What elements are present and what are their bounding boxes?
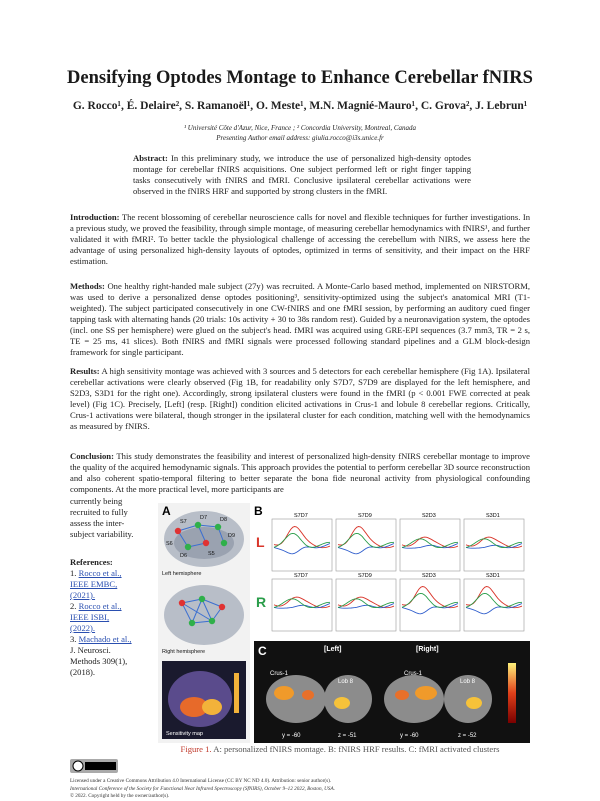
sensitivity-hotspot — [202, 699, 222, 715]
reference-link[interactable]: Rocco et al., IEEE EMBC, (2021). — [70, 568, 122, 600]
introduction-label: Introduction: — [70, 212, 120, 222]
optode-detector — [199, 596, 205, 602]
optode-source — [203, 540, 209, 546]
fmri-cluster — [466, 697, 482, 709]
cc-license-badge[interactable] — [70, 759, 118, 778]
optode-source — [179, 600, 185, 606]
optode-label: S7 — [180, 519, 187, 525]
introduction-section — [70, 212, 530, 267]
author-list: G. Rocco¹, É. Delaire², S. Ramanoël¹, O. Meste¹, M.N. Magnié-Mauro¹, C. Grova², J. Lebrun¹ — [72, 100, 528, 112]
slice-coordinate: z = -51 — [338, 733, 357, 739]
hrf-channel-label: S7D7 — [294, 513, 308, 519]
footer-conference: International Conference of the Society for Functional Near Infrared Spectroscopy (SfNIRS), October 9–12 2022, Boston, USA. — [70, 785, 335, 792]
optode-label: S6 — [166, 541, 173, 547]
sensitivity-map-label: Sensitivity map — [166, 731, 203, 737]
conclusion-label: Conclusion: — [70, 451, 114, 461]
methods-text: One healthy right-handed male subject (27y) was recruited. A Monte-Carlo based method, implemented on NIRSTORM, was used to derive a personalized dense optodes positioning³, sensitivity-optimized using the subject's anatomical MRI (T1-weighted). The subject participated consecutively in one CW-fNIRS and one fMRI session, by performing an auditory cued finger tapping task with alternating hands (20 trials: 10s activity + 30 to 38s random rest). Guided by a neuronavigation system, the optodes (incl. one SS per hemisphere) were glued on the subject's head. fMRI was acquired using GRE-EPI sequences (3.7 mm3, TR = 2 s, TE = 25 ms, 41 slices). Both fNIRS and fMRI signals were processed following standard pipelines and a GLM block-design framework for single participant. — [70, 281, 530, 357]
fmri-cluster — [415, 686, 437, 700]
optode-label: D9 — [228, 533, 236, 539]
figure-1 — [158, 503, 530, 761]
methods-label: Methods: — [70, 281, 105, 291]
row-left-label: L — [256, 534, 265, 550]
optode-source — [175, 528, 181, 534]
fmri-cluster — [395, 690, 409, 700]
hrf-channel-label: S2D3 — [422, 573, 436, 579]
footer-copyright: © 2022. Copyright held by the owner/author(s). — [70, 793, 170, 799]
fmri-slice — [266, 675, 326, 723]
hrf-plot-frame — [400, 579, 460, 631]
slice-coordinate: y = -60 — [400, 733, 419, 739]
panel-c-label: C — [258, 644, 267, 658]
optode-label: D8 — [220, 517, 228, 523]
lob8-label: Lob 8 — [460, 679, 476, 685]
introduction-text: The recent blossoming of cerebellar neuroscience calls for novel and flexible techniques for further investigations. In a previous study, we proved the feasibility, through simple montage, of measuring cerebellar hemodynamics with fNIRS¹, and further validated it with fMRI². To better tackle the physiological challenge of accessing the cerebellum with NIRS, we assess here the advantage of using personalized high-density layouts of optodes, optimized in terms of sensitivity, and their impact on the HRF estimation. — [70, 212, 530, 266]
optode-label: D7 — [200, 515, 208, 521]
hrf-channel-label: S7D9 — [358, 513, 372, 519]
conclusion-continued: currently being recruited to fully assess the inter-subject variability. — [70, 496, 134, 539]
fmri-left-title: [Left] — [324, 646, 342, 653]
optode-label: D6 — [180, 553, 188, 559]
right-hemisphere-label: Right hemisphere — [162, 649, 206, 655]
paper-title: Densifying Optodes Montage to Enhance Cerebellar fNIRS — [67, 68, 533, 88]
footer — [70, 778, 530, 801]
conclusion-section — [70, 451, 530, 495]
reference-link[interactable]: Rocco et al., IEEE ISBI, (2022). — [70, 601, 122, 633]
reference-item — [70, 634, 134, 678]
slice-coordinate: z = -52 — [458, 733, 477, 739]
lob8-label: Lob 8 — [338, 679, 354, 685]
results-text: A high sensitivity montage was achieved with 3 sources and 5 detectors for each cerebellar hemisphere (Fig 1A). Ipsilateral cerebellar activations were clearly observed (Fig 1B, for readability only S7D7, S7D9 are displayed for the left hemisphere, and S2D3, S3D1 for the right one). Accordingly, strong ipsilateral clusters were found in the fMRI (p < 0.001 FWE corrected at peak level) (Fig 1C). Precisely, [Left] (resp. [Right]) condition elicited activations in Crus-1 and lobule 8 cerebellar regions. Critically, Crus-1 activations were bilateral, though stronger in the ipsilateral cluster for each condition, matching well with the hemodynamics as measured by fNIRS. — [70, 366, 530, 431]
results-section — [70, 366, 530, 432]
panel-b-label: B — [254, 504, 263, 518]
abstract-label: Abstract: — [133, 153, 168, 163]
results-label: Results: — [70, 366, 100, 376]
abstract-text: In this preliminary study, we introduce the use of personalized high-density optodes montage for cerebellar fNIRS acquisitions. One subject performed left or right finger tapping tasks consecutively with fNIRS and fMRI. Conclusive ipsilateral cerebellar activations were observed in the fNIRS HRF and supported by strong clusters in the fMRI. — [133, 153, 471, 196]
fmri-cluster — [334, 697, 350, 709]
reference-number: 2. — [70, 601, 77, 611]
optode-detector — [215, 524, 221, 530]
optode-detector — [189, 620, 195, 626]
brain-right-render — [164, 585, 244, 645]
fmri-colorbar — [508, 663, 516, 723]
fmri-right-title: [Right] — [416, 646, 439, 653]
hrf-channel-label: S2D3 — [422, 513, 436, 519]
reference-rest: J. Neurosci. Methods 309(1), (2018). — [70, 645, 128, 677]
presenting-author: Presenting Author email address: giulia.rocco@i3s.unice.fr — [216, 133, 384, 142]
hrf-plot-frame — [336, 519, 396, 571]
optode-detector — [195, 522, 201, 528]
hrf-channel-label: S7D9 — [358, 573, 372, 579]
affiliations — [0, 124, 600, 143]
crus1-label: Crus-1 — [404, 671, 423, 677]
methods-section — [70, 281, 530, 358]
figure-graphic — [158, 503, 530, 743]
crus1-label: Crus-1 — [270, 671, 289, 677]
references — [70, 557, 134, 678]
reference-number: 3. — [70, 634, 77, 644]
reference-link[interactable]: Machado et al., — [78, 634, 132, 644]
fmri-cluster — [302, 690, 314, 700]
hrf-channel-label: S7D7 — [294, 573, 308, 579]
reference-number: 1. — [70, 568, 77, 578]
conclusion-text: This study demonstrates the feasibility and interest of personalized high-density fNIRS cerebellar montage to improve the quality of the acquired hemodynamic signals. This approach provides the potential to perform cerebellar 3D source reconstruction and also coherent spatio-temporal filtering to better separate the bona fide neuronal activity from physiological confounding components. At the more practical level, more participants are — [70, 451, 530, 494]
references-heading: References: — [70, 557, 113, 567]
row-right-label: R — [256, 594, 267, 610]
optode-label: S5 — [208, 551, 215, 557]
caption-text: A: personalized fNIRS montage. B: fNIRS HRF results. C: fMRI activated clusters — [211, 744, 500, 754]
abstract — [133, 153, 471, 197]
fmri-slice — [384, 675, 444, 723]
hrf-channel-label: S3D1 — [486, 513, 500, 519]
footer-license: Licensed under a Creative Commons Attribution 4.0 International License (CC BY NC ND 4.0). Attribution: senior author(s). — [70, 778, 332, 784]
left-hemisphere-label: Left hemisphere — [162, 571, 202, 577]
fmri-cluster — [274, 686, 294, 700]
figure-caption — [140, 744, 540, 754]
hrf-plot-grid — [272, 513, 524, 631]
sensitivity-colorbar — [234, 673, 239, 713]
reference-item — [70, 568, 134, 601]
hrf-plot-frame — [464, 579, 524, 631]
reference-item — [70, 601, 134, 634]
slice-coordinate: y = -60 — [282, 733, 301, 739]
affiliation-line: ¹ Université Côte d'Azur, Nice, France ; ² Concordia University, Montreal, Canada — [183, 124, 417, 132]
optode-detector — [209, 618, 215, 624]
hrf-channel-label: S3D1 — [486, 573, 500, 579]
caption-label: Figure 1. — [180, 744, 212, 754]
hrf-plot-frame — [272, 519, 332, 571]
optode-detector — [221, 540, 227, 546]
optode-detector — [185, 544, 191, 550]
optode-source — [219, 604, 225, 610]
panel-a-label: A — [162, 504, 171, 518]
